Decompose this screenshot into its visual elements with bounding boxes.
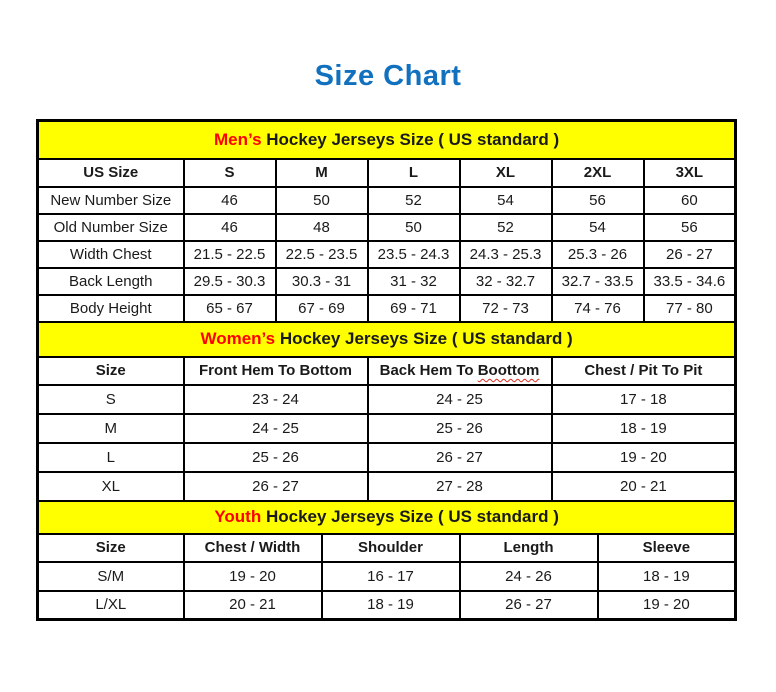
table-row [38, 562, 736, 591]
cell: 69 - 71 [368, 295, 460, 322]
row-label: M [38, 414, 184, 443]
column-header [368, 357, 552, 385]
cell: 31 - 32 [368, 268, 460, 295]
column-header: Size [38, 534, 184, 562]
column-header: Sleeve [598, 534, 736, 562]
cell: 50 [368, 214, 460, 241]
table-row [38, 241, 736, 268]
column-header: Chest / Pit To Pit [552, 357, 736, 385]
table-row [38, 214, 736, 241]
womens-section-title-highlight: Women’s [200, 329, 276, 348]
cell: 67 - 69 [276, 295, 368, 322]
cell: 24 - 26 [460, 562, 598, 591]
mens-section-title [38, 121, 736, 159]
column-header: M [276, 159, 368, 187]
cell: 26 - 27 [368, 443, 552, 472]
cell: 18 - 19 [552, 414, 736, 443]
mens-section-title-highlight: Men’s [213, 129, 262, 149]
cell: 50 [276, 187, 368, 214]
column-header: S [184, 159, 276, 187]
youth-section-title-text: Hockey Jerseys Size ( US standard ) [265, 507, 559, 526]
column-header: 2XL [552, 159, 644, 187]
cell: 48 [276, 214, 368, 241]
cell: 29.5 - 30.3 [184, 268, 276, 295]
cell: 32.7 - 33.5 [552, 268, 644, 295]
cell: 32 - 32.7 [460, 268, 552, 295]
youth-column-header-row [38, 534, 736, 562]
row-label: XL [38, 472, 184, 501]
cell: 26 - 27 [644, 241, 736, 268]
womens-section-title [38, 322, 736, 357]
cell: 16 - 17 [322, 562, 460, 591]
mens-section-header-row [38, 121, 736, 159]
column-header: XL [460, 159, 552, 187]
cell: 52 [368, 187, 460, 214]
cell: 18 - 19 [598, 562, 736, 591]
youth-section-header-row [38, 501, 736, 534]
cell: 19 - 20 [552, 443, 736, 472]
column-header: Front Hem To Bottom [184, 357, 368, 385]
cell: 24.3 - 25.3 [460, 241, 552, 268]
cell: 23.5 - 24.3 [368, 241, 460, 268]
column-header: L [368, 159, 460, 187]
table-row [38, 295, 736, 322]
cell: 19 - 20 [184, 562, 322, 591]
womens-column-header-row [38, 357, 736, 385]
row-label: Back Length [38, 268, 184, 295]
cell: 20 - 21 [184, 591, 322, 620]
cell: 54 [552, 214, 644, 241]
row-label: Width Chest [38, 241, 184, 268]
column-header: Length [460, 534, 598, 562]
table-row [38, 443, 736, 472]
column-header: US Size [38, 159, 184, 187]
column-header: Size [38, 357, 184, 385]
row-label: Old Number Size [38, 214, 184, 241]
cell: 25 - 26 [368, 414, 552, 443]
cell: 21.5 - 22.5 [184, 241, 276, 268]
column-header: Chest / Width [184, 534, 322, 562]
column-header: 3XL [644, 159, 736, 187]
cell: 46 [184, 187, 276, 214]
table-row [38, 385, 736, 414]
cell: 74 - 76 [552, 295, 644, 322]
cell: 26 - 27 [460, 591, 598, 620]
youth-section-title [38, 501, 736, 534]
cell: 46 [184, 214, 276, 241]
cell: 56 [552, 187, 644, 214]
cell: 72 - 73 [460, 295, 552, 322]
table-row [38, 472, 736, 501]
cell: 24 - 25 [368, 385, 552, 414]
cell: 25.3 - 26 [552, 241, 644, 268]
cell: 77 - 80 [644, 295, 736, 322]
cell: 33.5 - 34.6 [644, 268, 736, 295]
size-chart-table [36, 119, 737, 621]
column-header-text: Back Hem To [379, 362, 474, 379]
cell: 19 - 20 [598, 591, 736, 620]
cell: 27 - 28 [368, 472, 552, 501]
row-label: Body Height [38, 295, 184, 322]
column-header: Shoulder [322, 534, 460, 562]
cell: 26 - 27 [184, 472, 368, 501]
page-title: Size Chart [314, 60, 462, 92]
womens-section-title-text: Hockey Jerseys Size ( US standard ) [279, 329, 573, 348]
row-label: L [38, 443, 184, 472]
table-row [38, 187, 736, 214]
cell: 60 [644, 187, 736, 214]
womens-section-header-row [38, 322, 736, 357]
row-label: New Number Size [38, 187, 184, 214]
cell: 30.3 - 31 [276, 268, 368, 295]
cell: 20 - 21 [552, 472, 736, 501]
row-label: S [38, 385, 184, 414]
cell: 54 [460, 187, 552, 214]
cell: 25 - 26 [184, 443, 368, 472]
cell: 23 - 24 [184, 385, 368, 414]
table-row [38, 591, 736, 620]
table-row [38, 414, 736, 443]
cell: 18 - 19 [322, 591, 460, 620]
misspelled-word: Boottom [477, 362, 540, 379]
cell: 56 [644, 214, 736, 241]
cell: 17 - 18 [552, 385, 736, 414]
row-label: S/M [38, 562, 184, 591]
mens-column-header-row [38, 159, 736, 187]
cell: 24 - 25 [184, 414, 368, 443]
mens-section-title-text: Hockey Jerseys Size ( US standard ) [266, 129, 560, 149]
cell: 65 - 67 [184, 295, 276, 322]
table-row [38, 268, 736, 295]
youth-section-title-highlight: Youth [214, 507, 262, 526]
cell: 22.5 - 23.5 [276, 241, 368, 268]
cell: 52 [460, 214, 552, 241]
row-label: L/XL [38, 591, 184, 620]
